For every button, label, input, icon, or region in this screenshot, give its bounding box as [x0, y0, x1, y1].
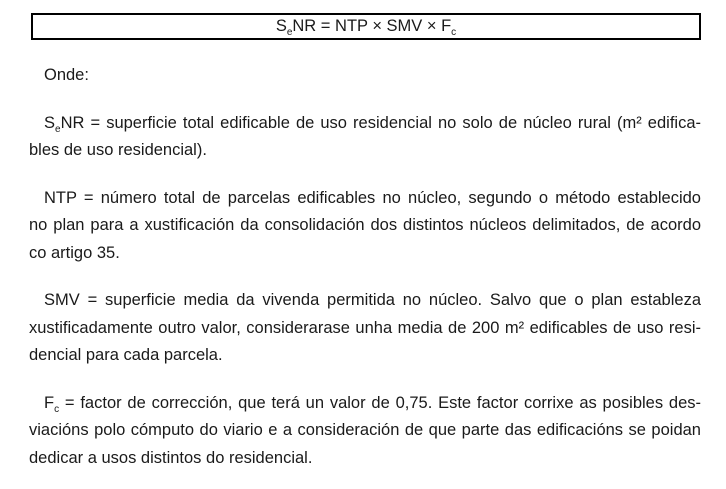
definition-ntp: [29, 185, 701, 268]
subscript: e: [55, 123, 61, 135]
definition-smv: [29, 287, 701, 370]
formula-text: $S_eNR$ = NTP × SMV × $F_c$: [275, 17, 457, 38]
onde-label: [29, 62, 701, 90]
text-line: dencial para cada parcela.: [29, 346, 223, 364]
text-line: $F_c$ = factor de corrección, que terá un valor de 0,75. Este factor corrixe as posibles des-: [44, 393, 701, 415]
text-line: NTP = número total de parcelas edificables no núcleo, segundo o método establecido: [44, 188, 701, 207]
definition-fc: [29, 390, 701, 473]
definition-senr: [29, 110, 701, 165]
text-line: co artigo 35.: [29, 243, 120, 262]
subscript: c: [451, 27, 457, 38]
text-line: xustificadamente outro valor, considerarase unha media de 200 m² edificables de uso resi-: [29, 318, 701, 337]
subscript: e: [286, 27, 293, 38]
body-text: [29, 62, 701, 472]
text-line: $S_eNR$ = superficie total edificable de uso residencial no solo de núcleo rural (m² edifica-: [44, 113, 701, 135]
formula-box: [31, 13, 701, 40]
text-line: Onde:: [44, 66, 89, 84]
text-line: dedicar a usos distintos do residencial.: [29, 448, 313, 467]
text-line: bles de uso residencial).: [29, 141, 207, 159]
text-line: viacións polo cómputo do viario e a consideración de que parte das edificacións se poidan: [29, 421, 701, 439]
text-line: SMV = superficie media da vivenda permitida no núcleo. Salvo que o plan estableza: [44, 291, 701, 309]
subscript: c: [54, 403, 60, 415]
text-line: no plan para a xustificación da consolidación dos distintos núcleos delimitados, de acordo: [29, 216, 701, 234]
